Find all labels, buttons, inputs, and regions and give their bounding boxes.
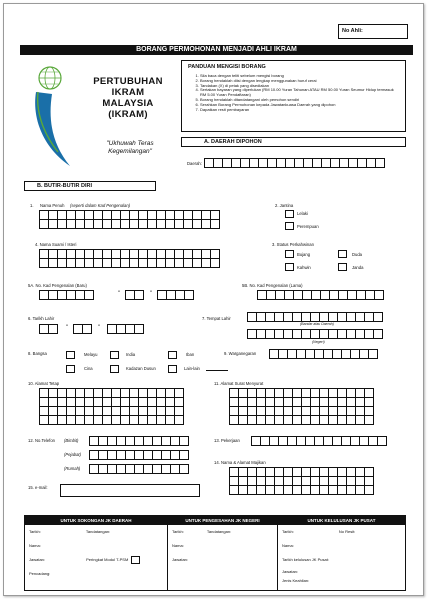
majikan-row[interactable] bbox=[230, 485, 374, 495]
section-a-header-box bbox=[181, 137, 406, 147]
org-line-4: (IKRAM) bbox=[108, 109, 148, 120]
letter-cell[interactable] bbox=[210, 258, 220, 268]
perempuan-label: Perempuan bbox=[297, 224, 319, 229]
section-b-title: B. BUTIR-BUTIR DIRI bbox=[37, 183, 92, 189]
jk-pusat-jenis: Jenis Keahlian: bbox=[282, 578, 310, 583]
letter-cell[interactable] bbox=[377, 436, 387, 446]
cina-checkbox[interactable] bbox=[66, 365, 75, 373]
panduan-item: 4. Sertakan bayaran yang diperlukan (RM 10.00 Yuran Tahunan ATAU RM 50.00 Yuran Seumur Hidup termasuk RM 5.00 Yuran Pendaftaran) bbox=[200, 88, 399, 98]
ic-dash-1: - bbox=[118, 289, 120, 295]
no-ahli-box[interactable] bbox=[338, 24, 408, 39]
panduan-item: 7. Dapatkan resit pembayaran bbox=[200, 108, 399, 113]
section-a-title: A. DAERAH DIPOHON bbox=[204, 139, 262, 145]
f5b-label: 5B. No. Kad Pengenalan (Lama) bbox=[242, 283, 303, 288]
bujang-checkbox[interactable] bbox=[285, 250, 294, 258]
iban-label: Iban bbox=[186, 352, 195, 357]
jk-negeri-tandatangan: Tandatangan: bbox=[206, 529, 232, 534]
alamat-tetap-grid[interactable] bbox=[40, 388, 184, 425]
india-checkbox[interactable] bbox=[110, 351, 119, 359]
tarikh-lahir-day[interactable] bbox=[40, 324, 58, 334]
pejabat-label: (Pejabat) bbox=[64, 452, 81, 457]
jk-daerah-title: UNTUK SOKONGAN JK DAERAH bbox=[25, 516, 167, 525]
panduan-list bbox=[188, 74, 399, 112]
f3-label: 3. Status Perkahwinan bbox=[272, 242, 314, 247]
iban-checkbox[interactable] bbox=[168, 351, 177, 359]
letter-cell[interactable] bbox=[184, 290, 194, 300]
f8-label: 8. Bangsa bbox=[28, 351, 47, 356]
panduan-title: PANDUAN MENGISI BORANG bbox=[188, 64, 266, 70]
kadazan-checkbox[interactable] bbox=[110, 365, 119, 373]
panduan-item: 3. Tandakan (X) di petak yang disediakan bbox=[200, 84, 399, 89]
letter-cell[interactable] bbox=[375, 158, 385, 168]
org-line-1: PERTUBUHAN bbox=[93, 76, 163, 87]
ikram-logo-icon bbox=[28, 62, 78, 170]
pekerjaan-grid[interactable] bbox=[252, 436, 387, 446]
jk-daerah-row-1 bbox=[25, 525, 167, 539]
f15-label: 15. e-mail: bbox=[28, 485, 48, 490]
peringkat-checkbox[interactable] bbox=[131, 556, 140, 564]
letter-cell[interactable] bbox=[368, 349, 378, 359]
jk-pusat-title: UNTUK KELULUSAN JK PUSAT bbox=[278, 516, 405, 525]
kadazan-label: Kadazan Dusun bbox=[126, 366, 156, 371]
letter-cell[interactable] bbox=[179, 450, 189, 460]
melayu-label: Melayu bbox=[84, 352, 98, 357]
jk-pusat-tarikh-kelulusan: Tarikh kelulusan JK Pusat: bbox=[282, 557, 329, 562]
f1-num: 1. bbox=[30, 203, 34, 208]
cina-label: Cina bbox=[84, 366, 93, 371]
lelaki-checkbox[interactable] bbox=[285, 210, 294, 218]
jk-daerah-jawatan: Jawatan: bbox=[29, 557, 46, 562]
letter-cell[interactable] bbox=[48, 324, 58, 334]
panduan-item: 5. Borang hendaklah ditandatangani oleh pemohon sendiri bbox=[200, 98, 399, 103]
rumah-label: (Rumah) bbox=[64, 466, 81, 471]
tarikh-lahir-year[interactable] bbox=[108, 324, 144, 334]
f12-label: 12. No.Telefon bbox=[28, 438, 56, 443]
ic-baru-part-3[interactable] bbox=[158, 290, 194, 300]
f7-hint-bandar: (Bandar atau Daerah) bbox=[300, 322, 334, 326]
jk-negeri-title: UNTUK PENGESAHAN JK NEGERI bbox=[168, 516, 277, 525]
ic-dash-2: - bbox=[150, 289, 152, 295]
jk-daerah-peringkat: Peringkat Modul T-PSM bbox=[86, 557, 129, 562]
nama-penuh-grid[interactable] bbox=[40, 210, 220, 229]
telefon-rumah-grid[interactable] bbox=[90, 464, 189, 474]
f4-label: 4. Nama Suami / Isteri bbox=[35, 242, 77, 247]
panduan-item: 1. Sila baca dengan teliti sebelum mengisi borang bbox=[200, 74, 399, 79]
section-b-header-box bbox=[24, 181, 156, 191]
letter-cell[interactable] bbox=[364, 485, 374, 495]
alamat-surat-row[interactable] bbox=[230, 415, 374, 425]
jk-negeri-tarikh: Tarikh: bbox=[172, 529, 184, 534]
letter-cell[interactable] bbox=[374, 290, 384, 300]
bimbit-label: (Bimbit) bbox=[64, 438, 79, 443]
jk-negeri-jawatan: Jawatan: bbox=[172, 557, 189, 562]
melayu-checkbox[interactable] bbox=[66, 351, 75, 359]
letter-cell[interactable] bbox=[134, 324, 144, 334]
letter-cell[interactable] bbox=[82, 324, 92, 334]
f1-hint: (seperti dalam Kad Pengenalan) bbox=[70, 203, 131, 208]
jk-pusat-nama: Nama: bbox=[282, 543, 294, 548]
jk-pusat-tarikh: Tarikh: bbox=[282, 529, 294, 534]
ic-lama-grid[interactable] bbox=[258, 290, 384, 300]
majikan-grid[interactable] bbox=[230, 467, 374, 495]
jk-daerah-tarikh: Tarikh: bbox=[29, 529, 41, 534]
motto-line-2: Kegemilangan" bbox=[108, 148, 152, 155]
jk-negeri-nama: Nama: bbox=[172, 543, 184, 548]
kahwin-checkbox[interactable] bbox=[285, 263, 294, 271]
daerah-label: Daerah: bbox=[187, 161, 202, 166]
letter-cell[interactable] bbox=[179, 436, 189, 446]
letter-cell[interactable] bbox=[373, 329, 383, 339]
telefon-pejabat-grid[interactable] bbox=[90, 450, 189, 460]
panduan-item: 6. Serahkan Borang Permohonan kepada Jawatankuasa Daerah yang dipohon bbox=[200, 103, 399, 108]
jk-pusat-box bbox=[278, 515, 406, 591]
letter-cell[interactable] bbox=[179, 464, 189, 474]
nama-penuh-row-2[interactable] bbox=[40, 219, 220, 229]
ic-baru-part-1[interactable] bbox=[40, 290, 94, 300]
jk-daerah-pencadang: Pencadang: bbox=[29, 571, 51, 576]
panduan-box bbox=[181, 60, 406, 132]
jk-pusat-no-resit: No Resit: bbox=[338, 529, 356, 534]
letter-cell[interactable] bbox=[364, 415, 374, 425]
jk-daerah-nama: Nama: bbox=[29, 543, 41, 548]
f2-label: 2. Jantina bbox=[275, 203, 294, 208]
lain-lain-checkbox[interactable] bbox=[168, 365, 177, 373]
lelaki-label: Lelaki bbox=[297, 211, 308, 216]
duda-label: Duda bbox=[352, 252, 363, 257]
letter-cell[interactable] bbox=[373, 312, 383, 322]
letter-cell[interactable] bbox=[210, 219, 220, 229]
jk-negeri-row-1 bbox=[168, 525, 277, 539]
warganegara-grid[interactable] bbox=[270, 349, 378, 359]
tempat-lahir-negeri-grid[interactable] bbox=[248, 329, 383, 339]
jk-daerah-row-3 bbox=[25, 553, 167, 567]
letter-cell[interactable] bbox=[134, 290, 144, 300]
alamat-surat-grid[interactable] bbox=[230, 388, 374, 425]
lain-lain-line[interactable] bbox=[206, 370, 228, 371]
janda-label: Janda bbox=[352, 265, 364, 270]
date-dash-1: - bbox=[66, 323, 68, 329]
lain-lain-label: Lain-lain bbox=[184, 366, 200, 371]
org-name bbox=[84, 76, 172, 120]
perempuan-checkbox[interactable] bbox=[285, 222, 294, 230]
email-field[interactable] bbox=[60, 484, 200, 497]
letter-cell[interactable] bbox=[84, 290, 94, 300]
panduan-item: 2. Borang hendaklah diisi dengan lengkap menggunakan huruf cerai bbox=[200, 79, 399, 84]
f10-label: 10. Alamat Tetap bbox=[28, 381, 60, 386]
f11-label: 11. Alamat Surat Menyurat bbox=[214, 381, 264, 386]
form-title: BORANG PERMOHONAN MENJADI AHLI IKRAM bbox=[20, 45, 413, 55]
duda-checkbox[interactable] bbox=[338, 250, 347, 258]
jk-pusat-row-1 bbox=[278, 525, 405, 539]
jk-daerah-tandatangan: Tandatangan: bbox=[85, 529, 111, 534]
india-label: India bbox=[126, 352, 136, 357]
f1-label: Nama Penuh bbox=[40, 203, 65, 208]
f5a-label: 5A. No. Kad Pengenalan (Baru) bbox=[28, 283, 87, 288]
nama-suami-grid[interactable] bbox=[40, 249, 220, 268]
no-ahli-label: No Ahli: bbox=[342, 28, 363, 34]
motto bbox=[90, 140, 170, 156]
org-line-2: IKRAM bbox=[111, 87, 145, 98]
ic-baru-part-2[interactable] bbox=[126, 290, 144, 300]
motto-line-1: "Ukhuwah Teras bbox=[106, 140, 154, 147]
nama-suami-row-2[interactable] bbox=[40, 258, 220, 268]
jk-daerah-box bbox=[24, 515, 168, 591]
jk-pusat-jawatan: Jawatan: bbox=[282, 569, 299, 574]
f9-label: 9. Warganegaran bbox=[224, 351, 257, 356]
telefon-bimbit-grid[interactable] bbox=[90, 436, 189, 446]
alamat-tetap-row[interactable] bbox=[40, 415, 184, 425]
org-line-3: MALAYSIA bbox=[102, 98, 154, 109]
kahwin-label: Kahwin bbox=[297, 265, 311, 270]
tarikh-lahir-month[interactable] bbox=[74, 324, 92, 334]
date-dash-2: - bbox=[98, 323, 100, 329]
daerah-grid[interactable] bbox=[205, 158, 385, 168]
f7-hint-negeri: (Negeri) bbox=[312, 340, 325, 344]
letter-cell[interactable] bbox=[174, 415, 184, 425]
f7-label: 7. Tempat Lahir bbox=[202, 316, 231, 321]
bujang-label: Bujang bbox=[297, 252, 311, 257]
f14-label: 14. Nama & Alamat Majikan bbox=[214, 460, 266, 465]
f6-label: 6. Tarikh Lahir bbox=[28, 316, 55, 321]
jk-negeri-box bbox=[168, 515, 278, 591]
tempat-lahir-bandar-grid[interactable] bbox=[248, 312, 383, 322]
janda-checkbox[interactable] bbox=[338, 263, 347, 271]
f13-label: 13. Pekerjaan bbox=[214, 438, 240, 443]
